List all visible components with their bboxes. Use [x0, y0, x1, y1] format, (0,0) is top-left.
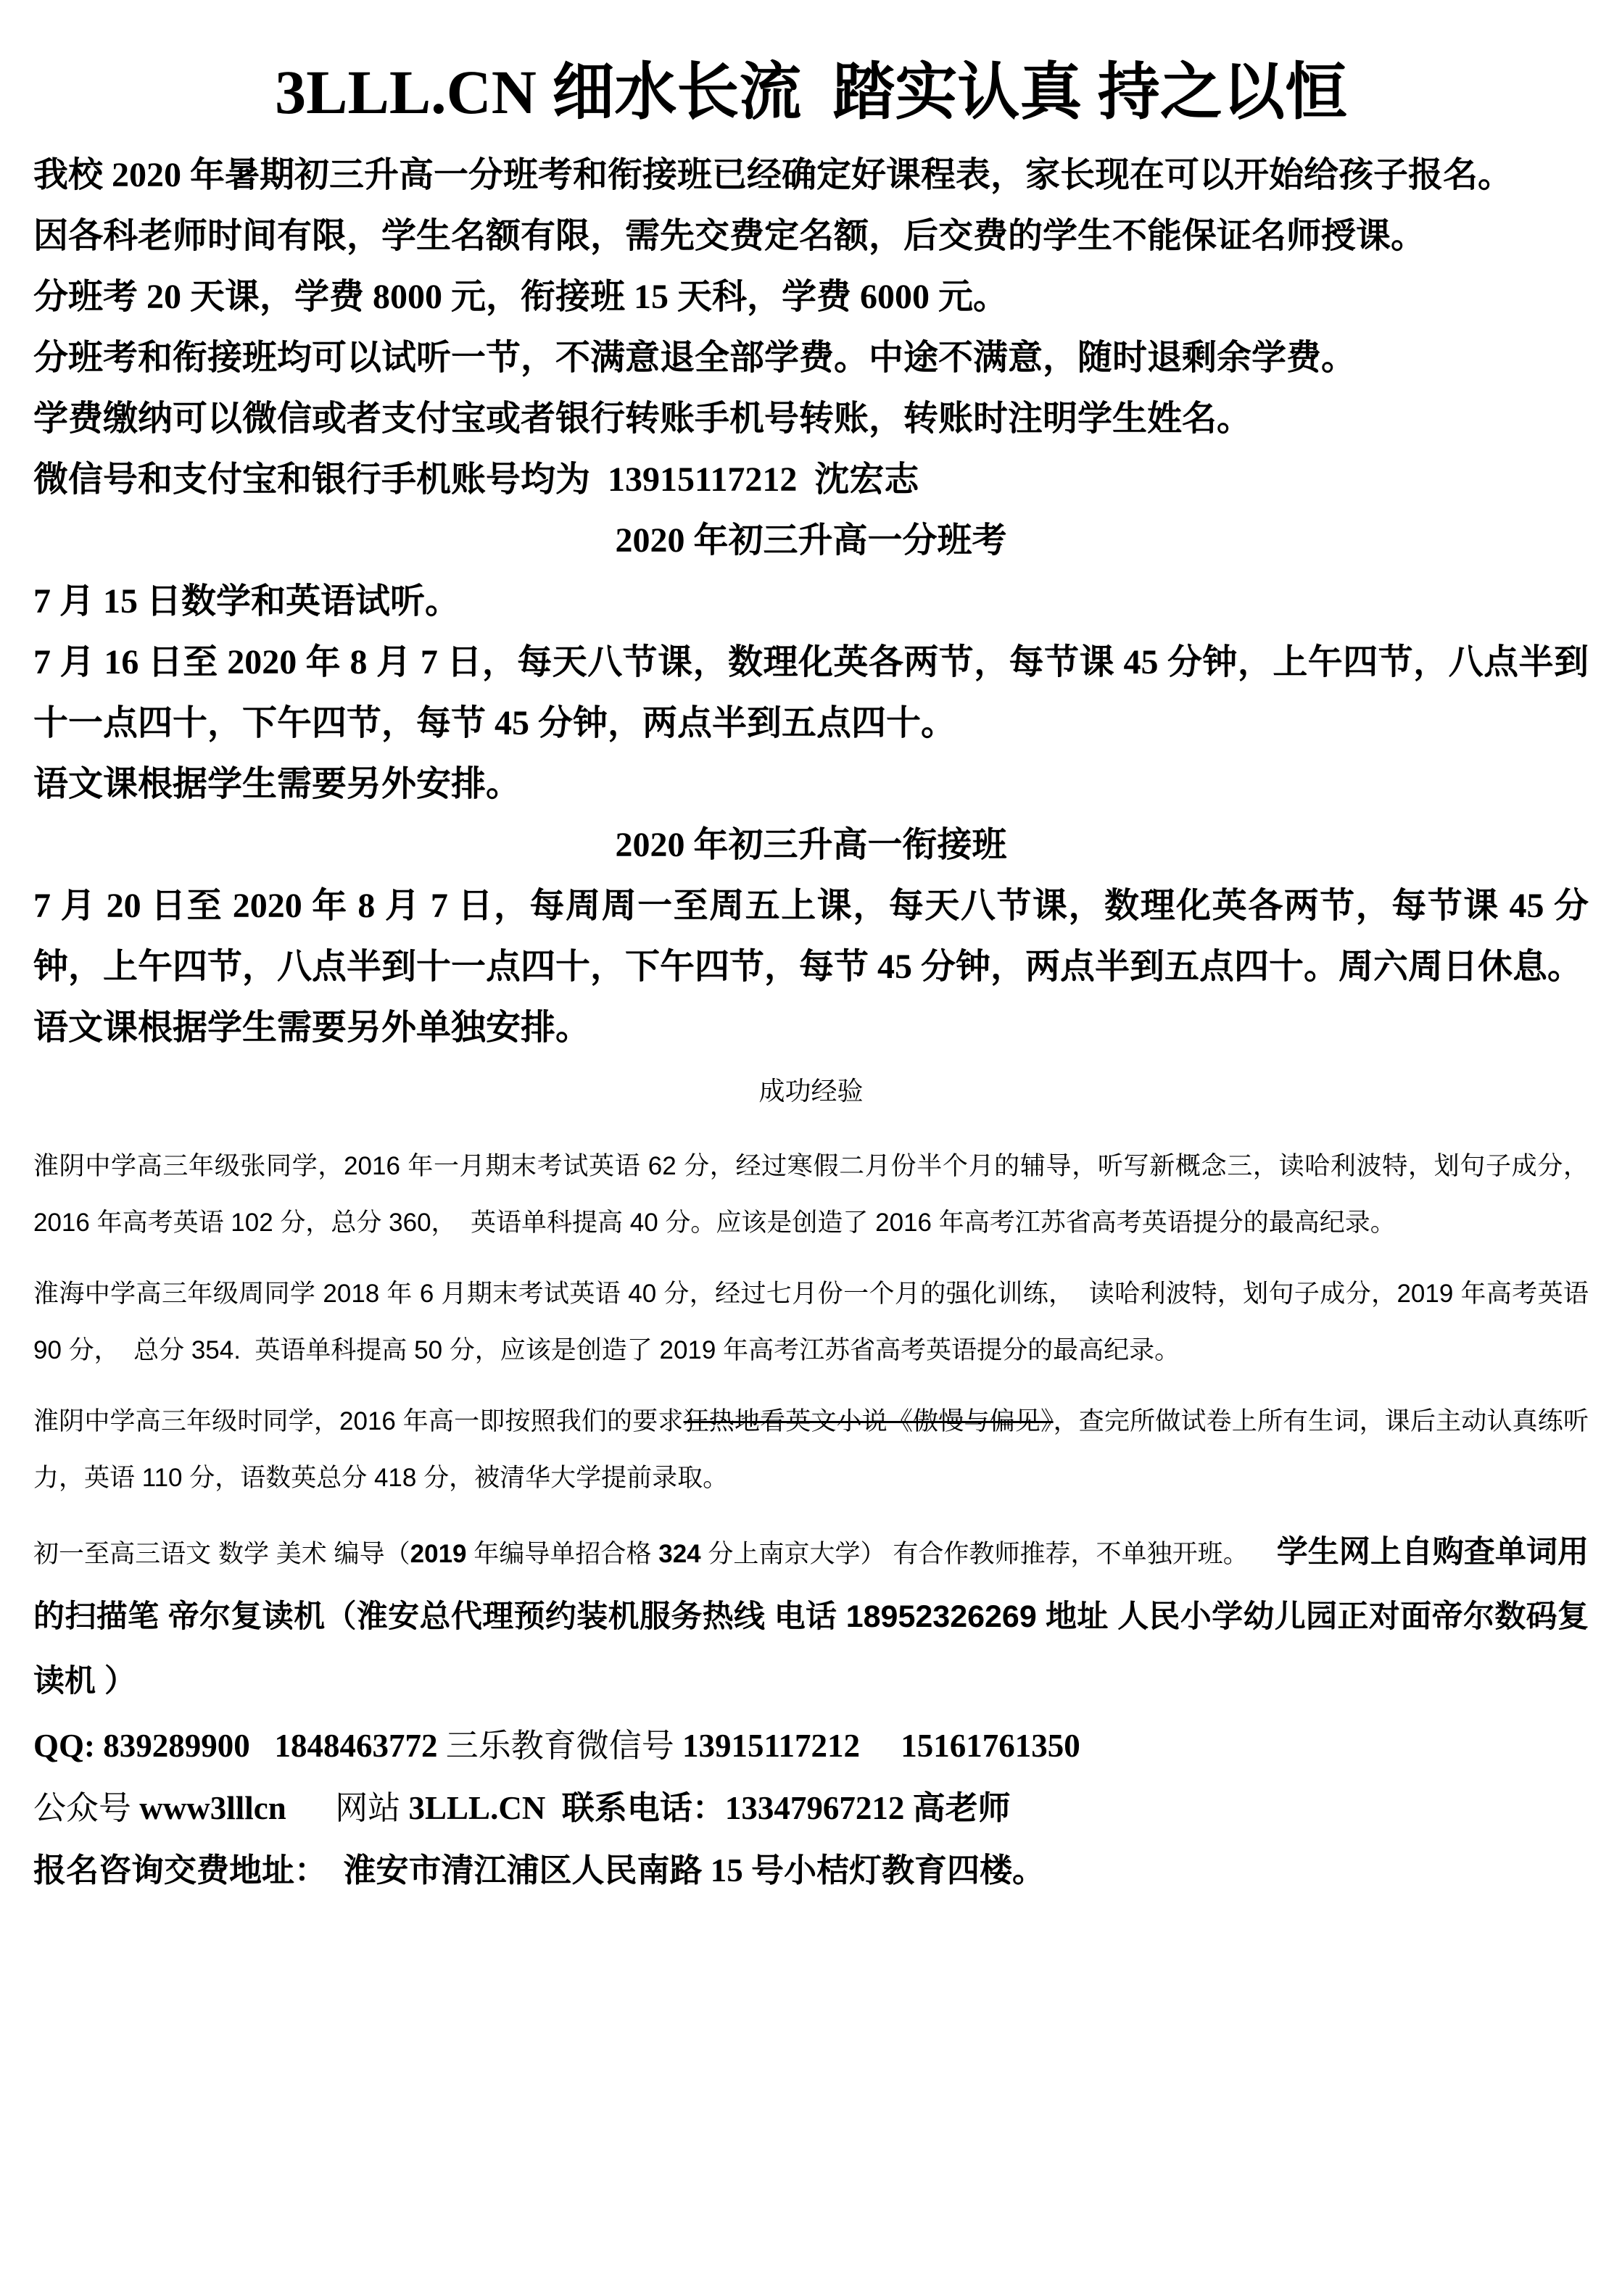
- placement-exam-heading: 2020 年初三升高一分班考: [615, 521, 1007, 560]
- intro-paragraph-quota: 因各科老师时间有限，学生名额有限，需先交费定名额，后交费的学生不能保证名师授课。: [33, 216, 1426, 255]
- bridge-class-heading: 2020 年初三升高一衔接班: [615, 825, 1007, 864]
- website-phone-line: 公众号 www3lllcn 网站 3LLL.CN 联系电话：13347967212 高老师: [33, 1789, 1011, 1826]
- intro-paragraph-signup: 我校 2020 年暑期初三升高一分班考和衔接班已经确定好课程表，家长现在可以开始给孩子报名。: [33, 155, 1513, 194]
- qq-wechat-line: QQ: 839289900 1848463772 三乐教育微信号 13915117212 15161761350: [33, 1727, 1080, 1764]
- courses-and-scanner-line: 初一至高三语文 数学 美术 编导（2019 年编导单招合格 324 分上南京大学） 有合作教师推荐，不单独开班。 学生网上自购查单词用的扫描笔 帝尔复读机（淮安总代理预约装机服务热线 电话 18952326269 地址 人民小学幼儿园正对面帝尔数码复读机 ）: [33, 1534, 1589, 1699]
- placement-exam-chinese-note: 语文课根据学生需要另外安排。: [33, 764, 521, 803]
- intro-paragraph-payment: 学费缴纳可以微信或者支付宝或者银行转账手机号转账，转账时注明学生姓名。: [33, 399, 1252, 438]
- bridge-class-schedule: 7 月 20 日至 2020 年 8 月 7 日，每周周一至周五上课，每天八节课，数理化英各两节，每节课 45 分钟，上午四节，八点半到十一点四十，下午四节，每节 45 分钟，两点半到五点四十。周六周日休息。: [33, 886, 1589, 986]
- success-story-zhang: 淮阴中学高三年级张同学，2016 年一月期末考试英语 62 分，经过寒假二月份半个月的辅导，听写新概念三，读哈利波特，划句子成分，2016 年高考英语 102 分，总分 360， 英语单科提高 40 分。应该是创造了 2016 年高考江苏省高考英语提分的最高纪录。: [33, 1151, 1589, 1237]
- registration-address-line: 报名咨询交费地址： 淮安市清江浦区人民南路 15 号小桔灯教育四楼。: [33, 1852, 1046, 1889]
- placement-exam-trial: 7 月 15 日数学和英语试听。: [33, 581, 460, 621]
- bridge-class-section: [33, 815, 1589, 1058]
- intro-paragraph-refund: 分班考和衔接班均可以试听一节，不满意退全部学费。中途不满意，随时退剩余学费。: [33, 338, 1357, 377]
- contact-section: [33, 1715, 1589, 1902]
- success-section: [33, 1058, 1596, 1507]
- placement-exam-schedule: 7 月 16 日至 2020 年 8 月 7 日，每天八节课，数理化英各两节，每节课 45 分钟，上午四节，八点半到十一点四十，下午四节，每节 45 分钟，两点半到五点四十。: [33, 642, 1589, 742]
- success-story-zhou: 淮海中学高三年级周同学 2018 年 6 月期末考试英语 40 分，经过七月份一个月的强化训练， 读哈利波特，划句子成分，2019 年高考英语 90 分， 总分 354. 英语单科提高 50 分，应该是创造了 2019 年高考江苏省高考英语提分的最高纪录。: [33, 1279, 1596, 1364]
- success-story-shi: 淮阴中学高三年级时同学，2016 年高一即按照我们的要求狂热地看英文小说《傲慢与偏见》，查完所做试卷上所有生词，课后主动认真练听力，英语 110 分，语数英总分 418 分，被清华大学提前录取。: [33, 1406, 1589, 1492]
- placement-exam-section: [33, 510, 1589, 815]
- page-title: 3LLL.CN 细水长流 踏实认真 持之以恒: [275, 57, 1347, 127]
- bridge-class-chinese-note: 语文课根据学生需要另外单独安排。: [33, 1008, 591, 1047]
- intro-section: [33, 145, 1589, 510]
- success-heading: 成功经验: [758, 1075, 864, 1106]
- intro-paragraph-tuition: 分班考 20 天课，学费 8000 元，衔接班 15 天科，学费 6000 元。: [33, 277, 1009, 316]
- intro-paragraph-account: 微信号和支付宝和银行手机账号均为 13915117212 沈宏志: [33, 460, 919, 499]
